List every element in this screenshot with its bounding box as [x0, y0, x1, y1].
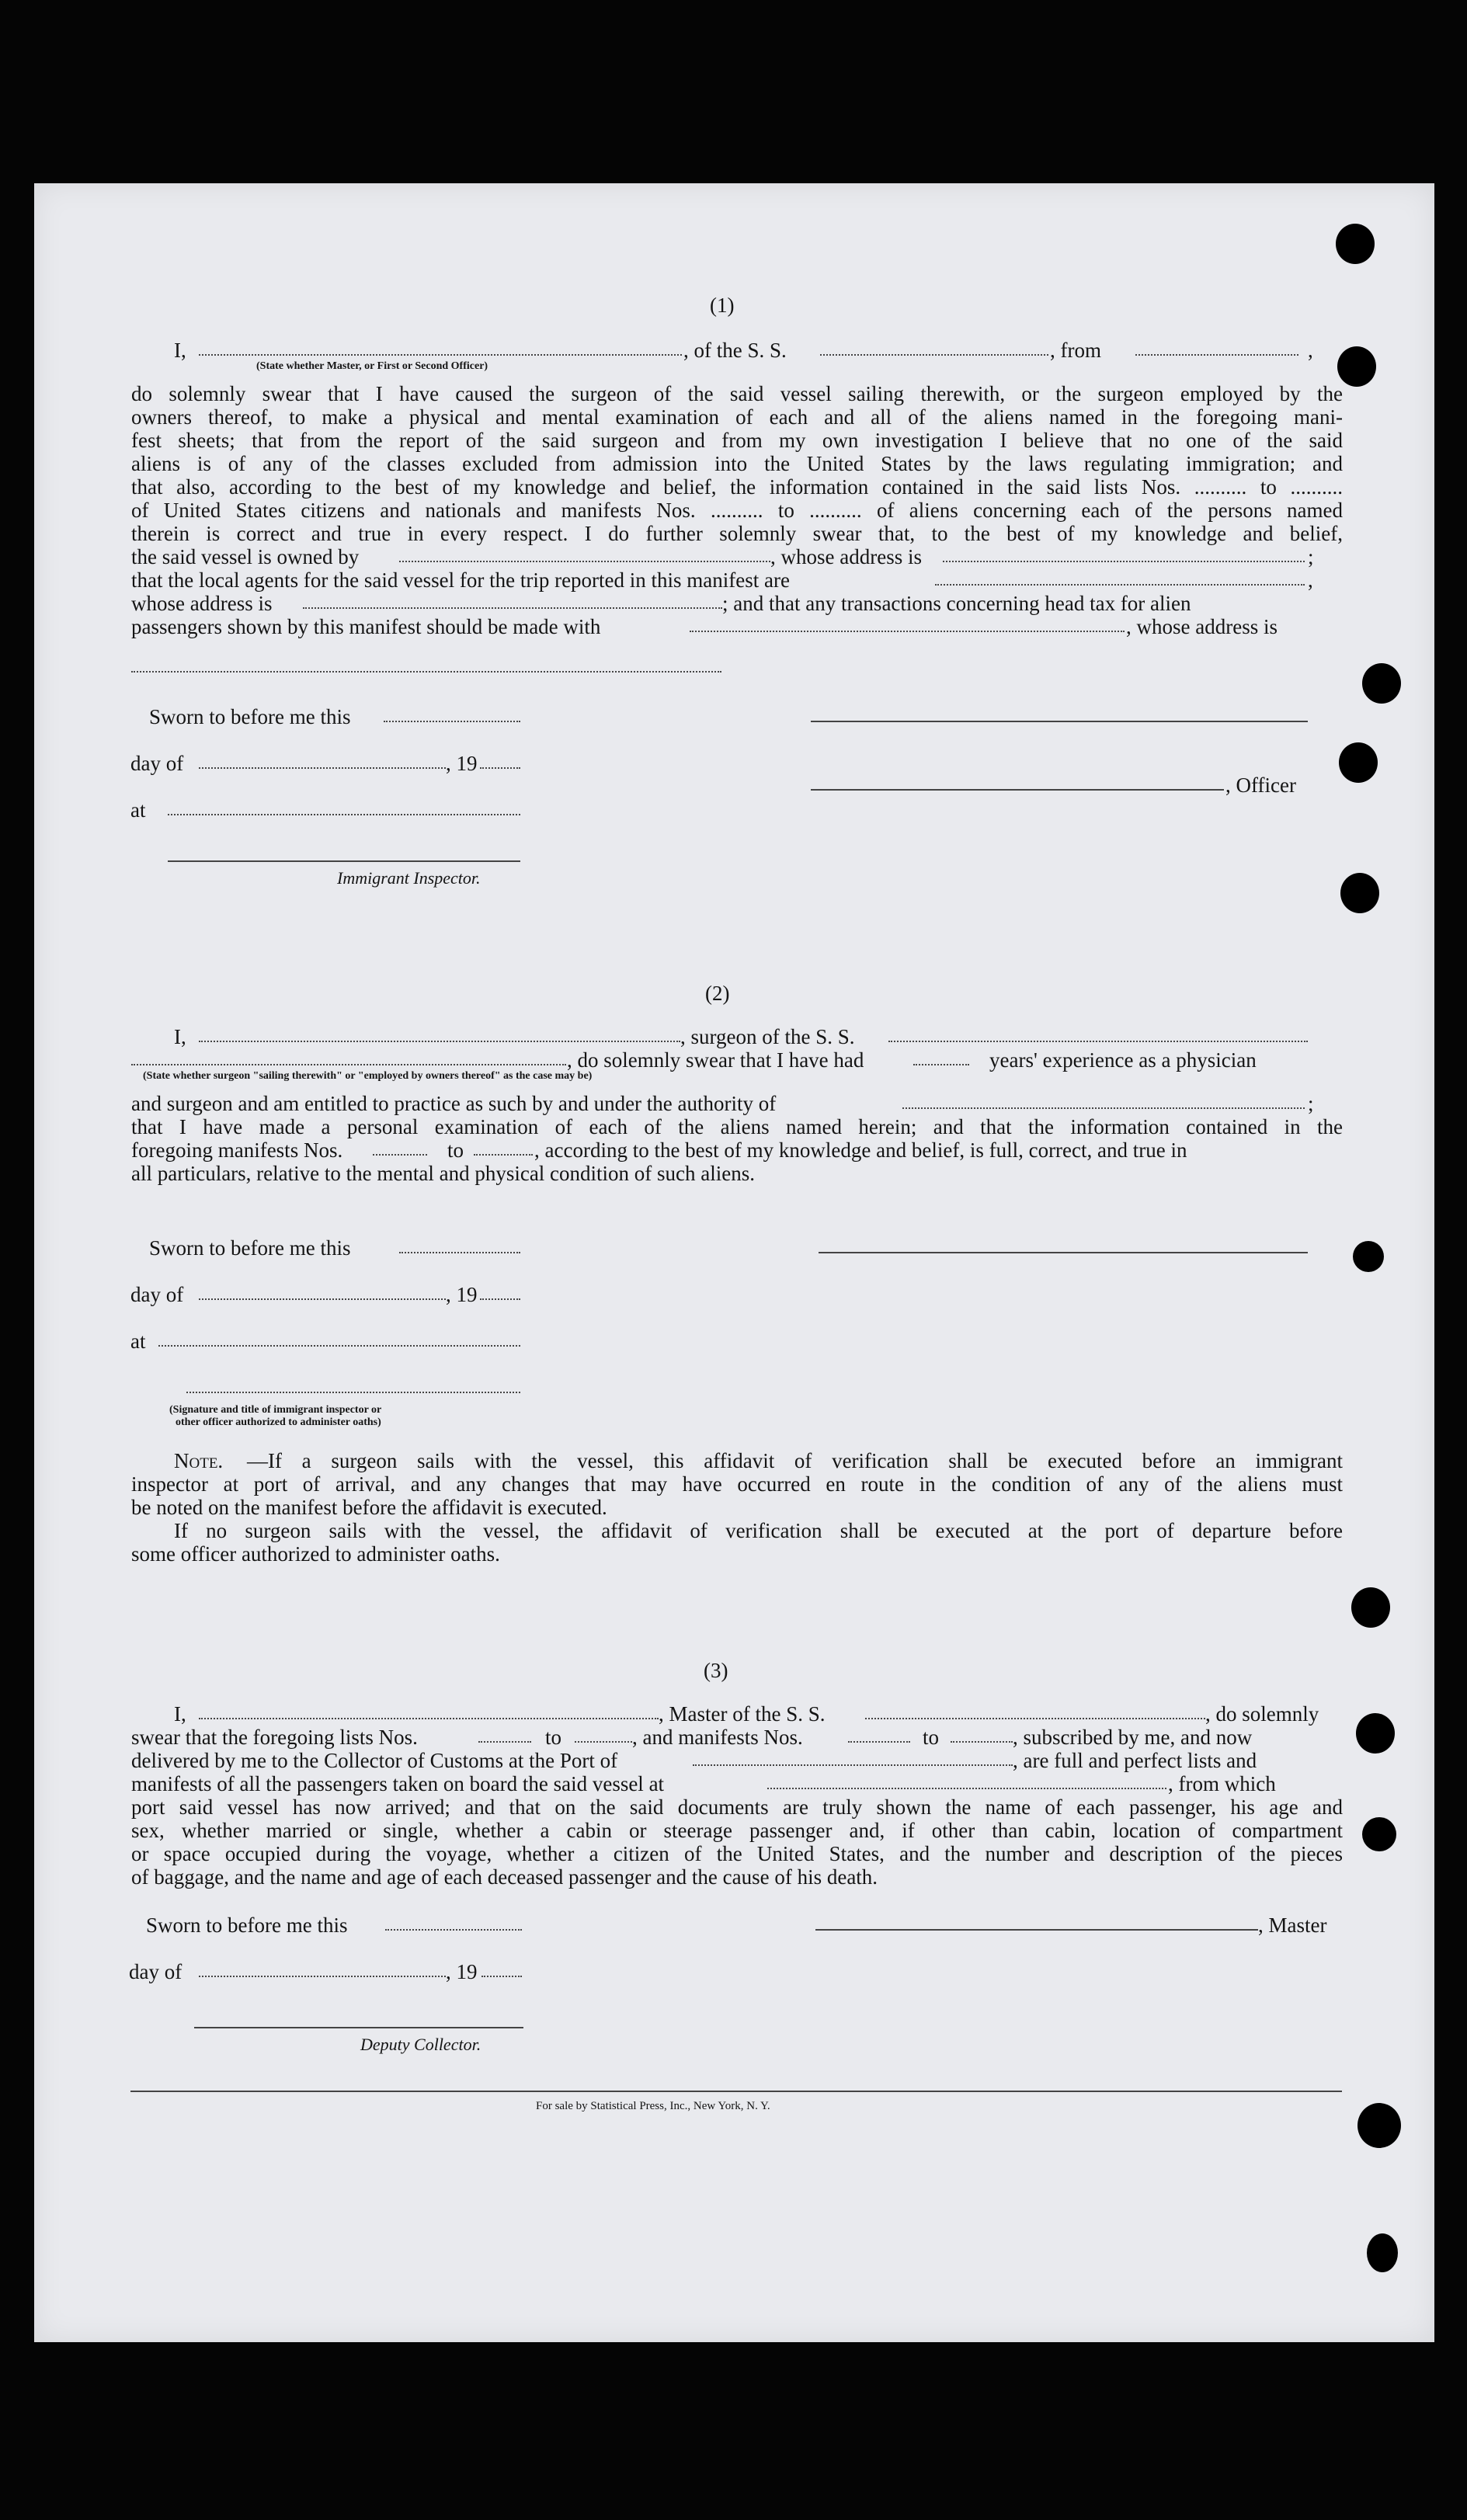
blank-agents-address: [303, 607, 722, 609]
subscribed-label: , subscribed by me, and now: [1013, 1726, 1253, 1749]
blank-owner: [399, 561, 770, 562]
to-label: to: [447, 1138, 464, 1162]
years-label: years' experience as a physician: [989, 1048, 1257, 1072]
blank-from: [1135, 354, 1298, 356]
blank-officer: [199, 354, 682, 356]
note-line: be noted on the manifest before the affidavit is executed.: [131, 1496, 607, 1519]
full-perfect-label: , are full and perfect lists and: [1013, 1749, 1257, 1772]
blank-year-3: [481, 1976, 522, 1977]
according-label: , according to the best of my knowledge and belief, is full, correct, and true in: [534, 1138, 1187, 1162]
sworn-label-2: Sworn to before me this: [149, 1236, 351, 1260]
punch-hole: [1351, 1587, 1390, 1628]
note2-line: some officer authorized to administer oaths.: [131, 1542, 500, 1566]
blank-authority: [902, 1107, 1305, 1109]
note-line: inspector at port of arrival, and any changes that may have occurred en route in the condition of any of the aliens must: [131, 1472, 1343, 1496]
punch-hole: [1362, 663, 1401, 704]
blank-years: [913, 1064, 969, 1065]
manifest-affidavit-page: [34, 183, 1434, 2342]
signature-line-1: [811, 721, 1308, 722]
punch-hole: [1367, 2233, 1398, 2272]
master-label: , Master: [1258, 1913, 1327, 1937]
affidavit-1-line: do solemnly swear that I have caused the surgeon of the said vessel sailing therewith, or the surgeon employed by the: [131, 382, 1343, 405]
at-label-2: at: [130, 1330, 146, 1353]
lists-label: swear that the foregoing lists Nos.: [131, 1726, 418, 1749]
affidavit-3-line: or space occupied during the voyage, whether a citizen of the United States, and the number and description of the pieces: [131, 1842, 1343, 1865]
manifests-label: , and manifests Nos.: [632, 1726, 803, 1749]
year-label-1: , 19: [446, 752, 478, 775]
affidavit-1-line: of United States citizens and nationals and manifests Nos. .......... to .......... of aliens concerning each of the persons named: [131, 499, 1343, 522]
blank-day-1: [199, 767, 446, 769]
officer-signature-line: [811, 789, 1224, 791]
punch-hole: [1340, 873, 1379, 913]
punch-hole: [1336, 224, 1375, 264]
comma: ,: [1308, 568, 1313, 592]
blank-port: [693, 1764, 1013, 1766]
signature-note-1: (Signature and title of immigrant inspector or: [169, 1404, 382, 1416]
section-1-i: I,: [174, 339, 186, 362]
to-label-3b: to: [923, 1726, 940, 1749]
officer-label: , Officer: [1225, 773, 1296, 797]
blank-lists-to: [575, 1741, 632, 1743]
blank-year-2: [480, 1298, 520, 1300]
semicolon: ;: [1308, 545, 1314, 568]
deputy-collector-label: Deputy Collector.: [360, 2035, 481, 2054]
whose-address-label-2: whose address is: [131, 592, 273, 615]
blank-local-agents: [935, 584, 1305, 586]
blank-head-tax-party: [690, 631, 1125, 632]
master-signature-line: [815, 1929, 1258, 1931]
sworn-label-1: Sworn to before me this: [149, 705, 351, 728]
blank-vessel: [820, 354, 1048, 356]
local-agents-label: that the local agents for the said vessel for the trip reported in this manifest are: [131, 568, 790, 592]
whose-address-label-3: , whose address is: [1126, 615, 1278, 638]
affidavit-3-line: sex, whether married or single, whether a cabin or steerage passenger and, if other than cabin, location of compartment: [131, 1819, 1343, 1842]
passengers-shown-label: passengers shown by this manifest should be made with: [131, 615, 601, 638]
blank-day-3: [199, 1976, 446, 1977]
from-which-label: , from which: [1168, 1772, 1276, 1795]
owned-by-label: the said vessel is owned by: [131, 545, 360, 568]
note-label: Note.: [174, 1449, 224, 1472]
note2-line: If no surgeon sails with the vessel, the affidavit of verification shall be executed at the port of departure before: [174, 1519, 1343, 1542]
deputy-signature-line: [194, 2027, 523, 2028]
punch-hole: [1337, 346, 1376, 387]
blank-sworn-1: [384, 721, 520, 722]
blank-at-2: [158, 1345, 520, 1347]
day-of-label-2: day of: [130, 1283, 184, 1306]
affidavit-1-line: aliens is of any of the classes excluded from admission into the United States by the laws regulating immigration; and: [131, 452, 1343, 475]
blank-master-name: [199, 1718, 659, 1719]
blank-master-vessel: [865, 1718, 1205, 1719]
note-line: [174, 1449, 223, 1472]
blank-manifests-from: [848, 1741, 910, 1743]
of-ss-label: , of the S. S.: [683, 339, 787, 362]
head-tax-label: ; and that any transactions concerning head tax for alien: [722, 592, 1191, 615]
semicolon: ;: [1308, 1092, 1314, 1115]
year-label-2: , 19: [446, 1283, 478, 1306]
at-label-1: at: [130, 798, 146, 822]
note-line: —If a surgeon sails with the vessel, this affidavit of verification shall be executed before an immigrant: [247, 1449, 1343, 1472]
affidavit-2-line: that I have made a personal examination of each of the aliens named herein; and that the information contained in the: [131, 1115, 1343, 1138]
affidavit-1-line: owners thereof, to make a physical and mental examination of each and all of the aliens named in the foregoing mani-: [131, 405, 1343, 429]
section-2-i: I,: [174, 1025, 186, 1048]
blank-year-1: [480, 767, 520, 769]
blank-sworn-2: [399, 1252, 520, 1253]
from-label: , from: [1050, 339, 1101, 362]
do-solemnly-label: , do solemnly: [1205, 1702, 1319, 1726]
punch-hole: [1362, 1817, 1396, 1851]
footer-imprint: For sale by Statistical Press, Inc., New York, N. Y.: [536, 2100, 770, 2112]
foregoing-label: foregoing manifests Nos.: [131, 1138, 343, 1162]
blank-owner-address: [943, 561, 1305, 562]
affidavit-1-line: therein is correct and true in every respect. I do further solemnly swear that, to the best of my knowledge and belief,: [131, 522, 1343, 545]
day-of-label-1: day of: [130, 752, 184, 775]
blank-head-tax-address: [131, 671, 721, 673]
blank-surgeon-vessel: [888, 1041, 1308, 1042]
blank-day-2: [199, 1298, 446, 1300]
day-of-label-3: day of: [129, 1960, 183, 1983]
blank-surgeon-type: [131, 1064, 566, 1065]
authority-label: and surgeon and am entitled to practice as such by and under the authority of: [131, 1092, 777, 1115]
affidavit-1-line: fest sheets; that from the report of the said surgeon and from my own investigation I believe that no one of the said: [131, 429, 1343, 452]
blank-port-embark: [767, 1788, 1166, 1789]
punch-hole: [1353, 1241, 1384, 1272]
inspector-signature-line: [168, 860, 520, 862]
to-label-3a: to: [545, 1726, 562, 1749]
punch-hole: [1356, 1713, 1395, 1754]
surgeon-of-label: , surgeon of the S. S.: [680, 1025, 855, 1048]
affidavit-1-line: that also, according to the best of my knowledge and belief, the information contained in the said lists Nos. .......... to ..........: [131, 475, 1343, 499]
section-2-number: (2): [705, 982, 730, 1005]
master-of-label: , Master of the S. S.: [659, 1702, 826, 1726]
blank-lists-from: [478, 1741, 531, 1743]
officer-note: (State whether Master, or First or Second Officer): [256, 360, 488, 372]
blank-manifest-to: [474, 1154, 533, 1156]
line1-end: ,: [1308, 339, 1313, 362]
punch-hole: [1339, 742, 1378, 783]
year-label-3: , 19: [446, 1960, 478, 1983]
whose-address-label: , whose address is: [770, 545, 922, 568]
manifests-all-label: manifests of all the passengers taken on board the said vessel at: [131, 1772, 665, 1795]
particulars-label: all particulars, relative to the mental and physical condition of such aliens.: [131, 1162, 755, 1185]
affidavit-3-line: of baggage, and the name and age of each deceased passenger and the cause of his death.: [131, 1865, 878, 1889]
surgeon-note: (State whether surgeon "sailing therewith" or "employed by owners thereof" as the case may be): [143, 1070, 593, 1082]
delivered-label: delivered by me to the Collector of Customs at the Port of: [131, 1749, 618, 1772]
affidavit-3-line: port said vessel has now arrived; and that on the said documents are truly shown the name of each passenger, his age and: [131, 1795, 1343, 1819]
section-3-i: I,: [174, 1702, 186, 1726]
blank-manifest-from: [373, 1154, 427, 1156]
footer-rule: [130, 2091, 1342, 2092]
section-1-number: (1): [710, 294, 735, 317]
blank-sworn-3: [385, 1929, 522, 1931]
section-3-number: (3): [704, 1659, 728, 1682]
blank-manifests-to: [951, 1741, 1013, 1743]
blank-at-1: [168, 814, 520, 815]
blank-inspector-signature: [186, 1392, 520, 1393]
punch-hole: [1357, 2103, 1401, 2148]
sworn-label-3: Sworn to before me this: [146, 1913, 348, 1937]
signature-note-2: other officer authorized to administer oaths): [176, 1416, 381, 1428]
immigrant-inspector-label: Immigrant Inspector.: [337, 868, 481, 888]
blank-surgeon-name: [199, 1041, 680, 1042]
surgeon-signature-line: [819, 1252, 1308, 1253]
solemnly-label: , do solemnly swear that I have had: [567, 1048, 864, 1072]
